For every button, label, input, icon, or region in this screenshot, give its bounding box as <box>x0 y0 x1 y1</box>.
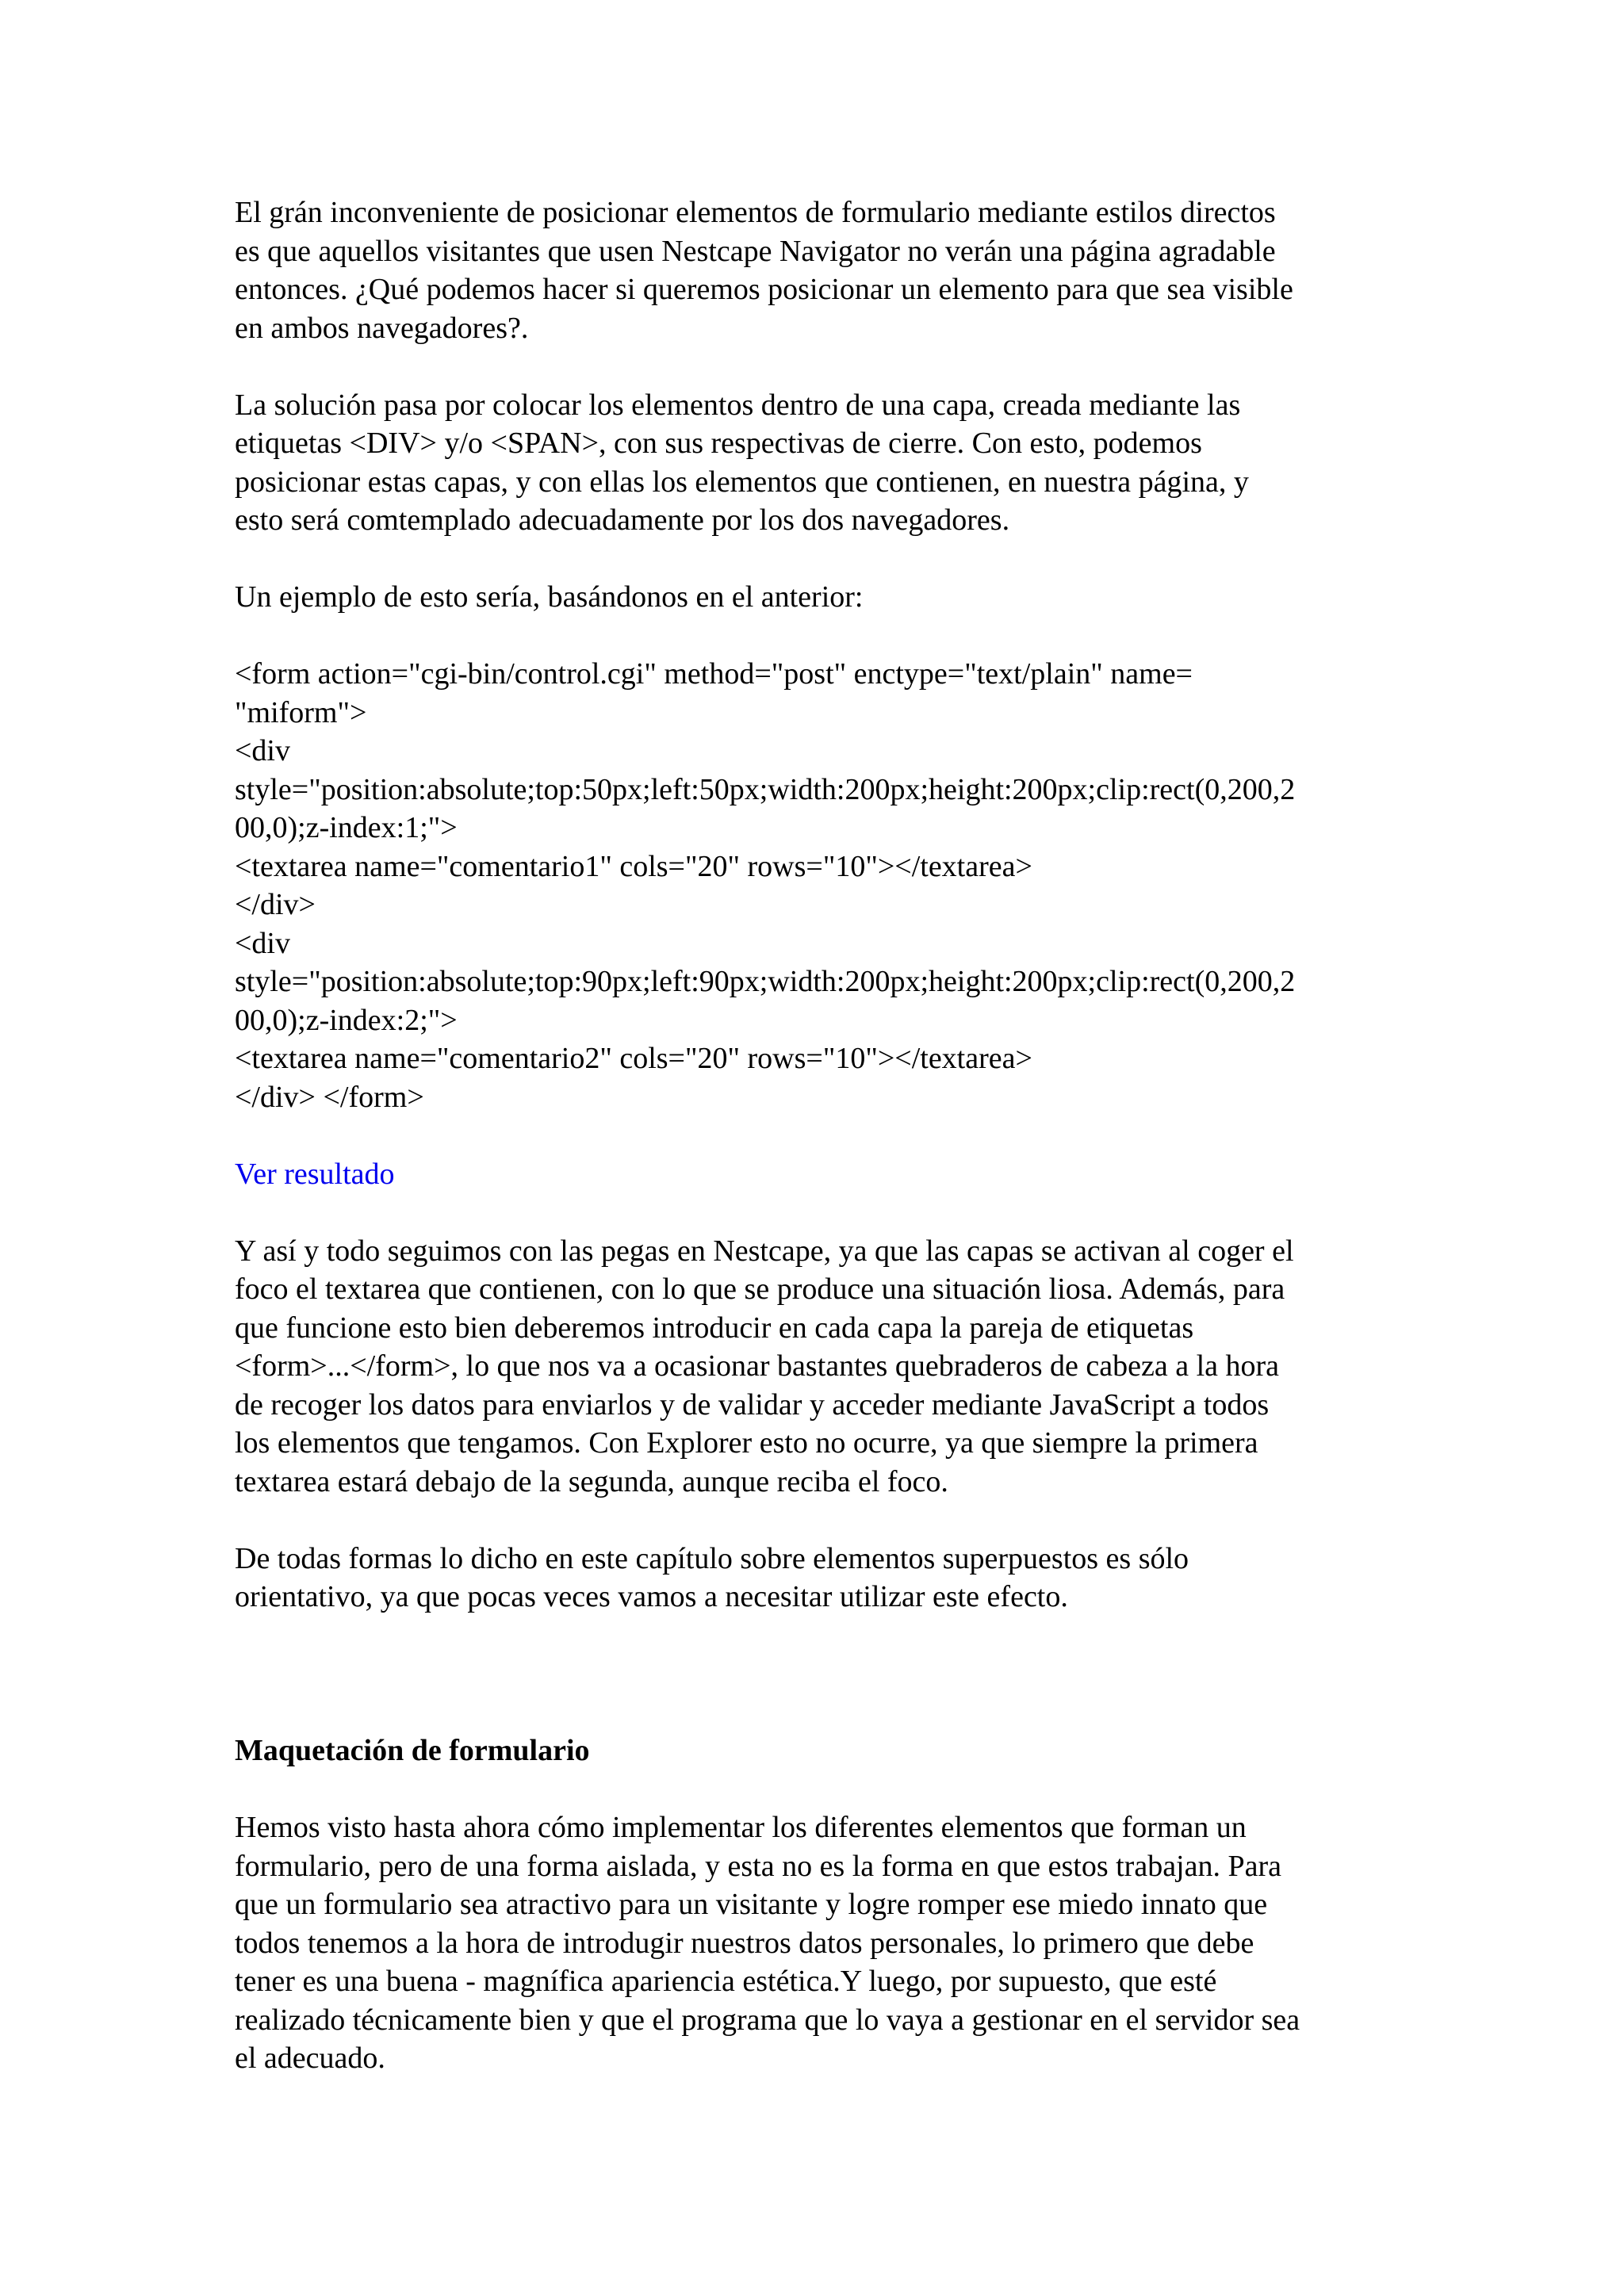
view-result-link[interactable]: Ver resultado <box>235 1157 395 1191</box>
paragraph-orientative: De todas formas lo dicho en este capítulo sobre elementos superpuestos es sólo orientativo, ya que pocas veces vamos a necesitar utilizar este efecto. <box>235 1541 1189 1613</box>
code-example: <form action="cgi-bin/control.cgi" method="post" enctype="text/plain" name= "miform"> <div style="position:absolute;top:50px;left:50px;width:200px;height:200px;clip:rect(0,200,2 00,0);z-index:1;"> <textarea name="comentario1" cols="20" rows="10"></textarea> </div> <div style="position:absolute;top:90px;left:90px;width:200px;height:200px;clip:rect(0,200,2 00,0);z-index:2;"> <textarea name="comentario2" cols="20" rows="10"></textarea> </div> </form> <box>235 657 1296 1114</box>
paragraph-solution: La solución pasa por colocar los elementos dentro de una capa, creada mediante las etiquetas <DIV> y/o <SPAN>, con sus respectivas de cierre. Con esto, podemos posicionar estas capas, y con ellas los elementos que contienen, en nuestra página, y esto será comtemplado adecuadamente por los dos navegadores. <box>235 388 1249 537</box>
document-page <box>235 193 1408 2116</box>
section-spacer <box>235 1655 1408 1732</box>
paragraph-form-layout: Hemos visto hasta ahora cómo implementar los diferentes elementos que forman un formulario, pero de una forma aislada, y esta no es la forma en que estos trabajan. Para que un formulario sea atractivo para un visitante y logre romper ese miedo innato que todos tenemos a la hora de introdugir nuestros datos personales, lo primero que debe tener es una buena - magnífica apariencia estética.Y luego, por supuesto, que esté realizado técnicamente bien y que el programa que lo vaya a gestionar en el servidor sea el adecuado. <box>235 1811 1300 2075</box>
paragraph-netscape-issues: Y así y todo seguimos con las pegas en Nestcape, ya que las capas se activan al coger el foco el textarea que contienen, con lo que se produce una situación liosa. Además, para que funcione esto bien deberemos introducir en cada capa la pareja de etiquetas <form>...</form>, lo que nos va a ocasionar bastantes quebraderos de cabeza a la hora de recoger los datos para enviarlos y de validar y acceder mediante JavaScript a todos los elementos que tengamos. Con Explorer esto no ocurre, ya que siempre la primera textarea estará debajo de la segunda, aunque reciba el foco. <box>235 1234 1294 1498</box>
section-heading: Maquetación de formulario <box>235 1734 590 1767</box>
paragraph-example-intro: Un ejemplo de esto sería, basándonos en el anterior: <box>235 580 864 614</box>
paragraph-intro: El grán inconveniente de posicionar elementos de formulario mediante estilos directos es que aquellos visitantes que usen Nestcape Navigator no verán una página agradable entonces. ¿Qué podemos hacer si queremos posicionar un elemento para que sea visible en ambos navegadores?. <box>235 196 1293 345</box>
